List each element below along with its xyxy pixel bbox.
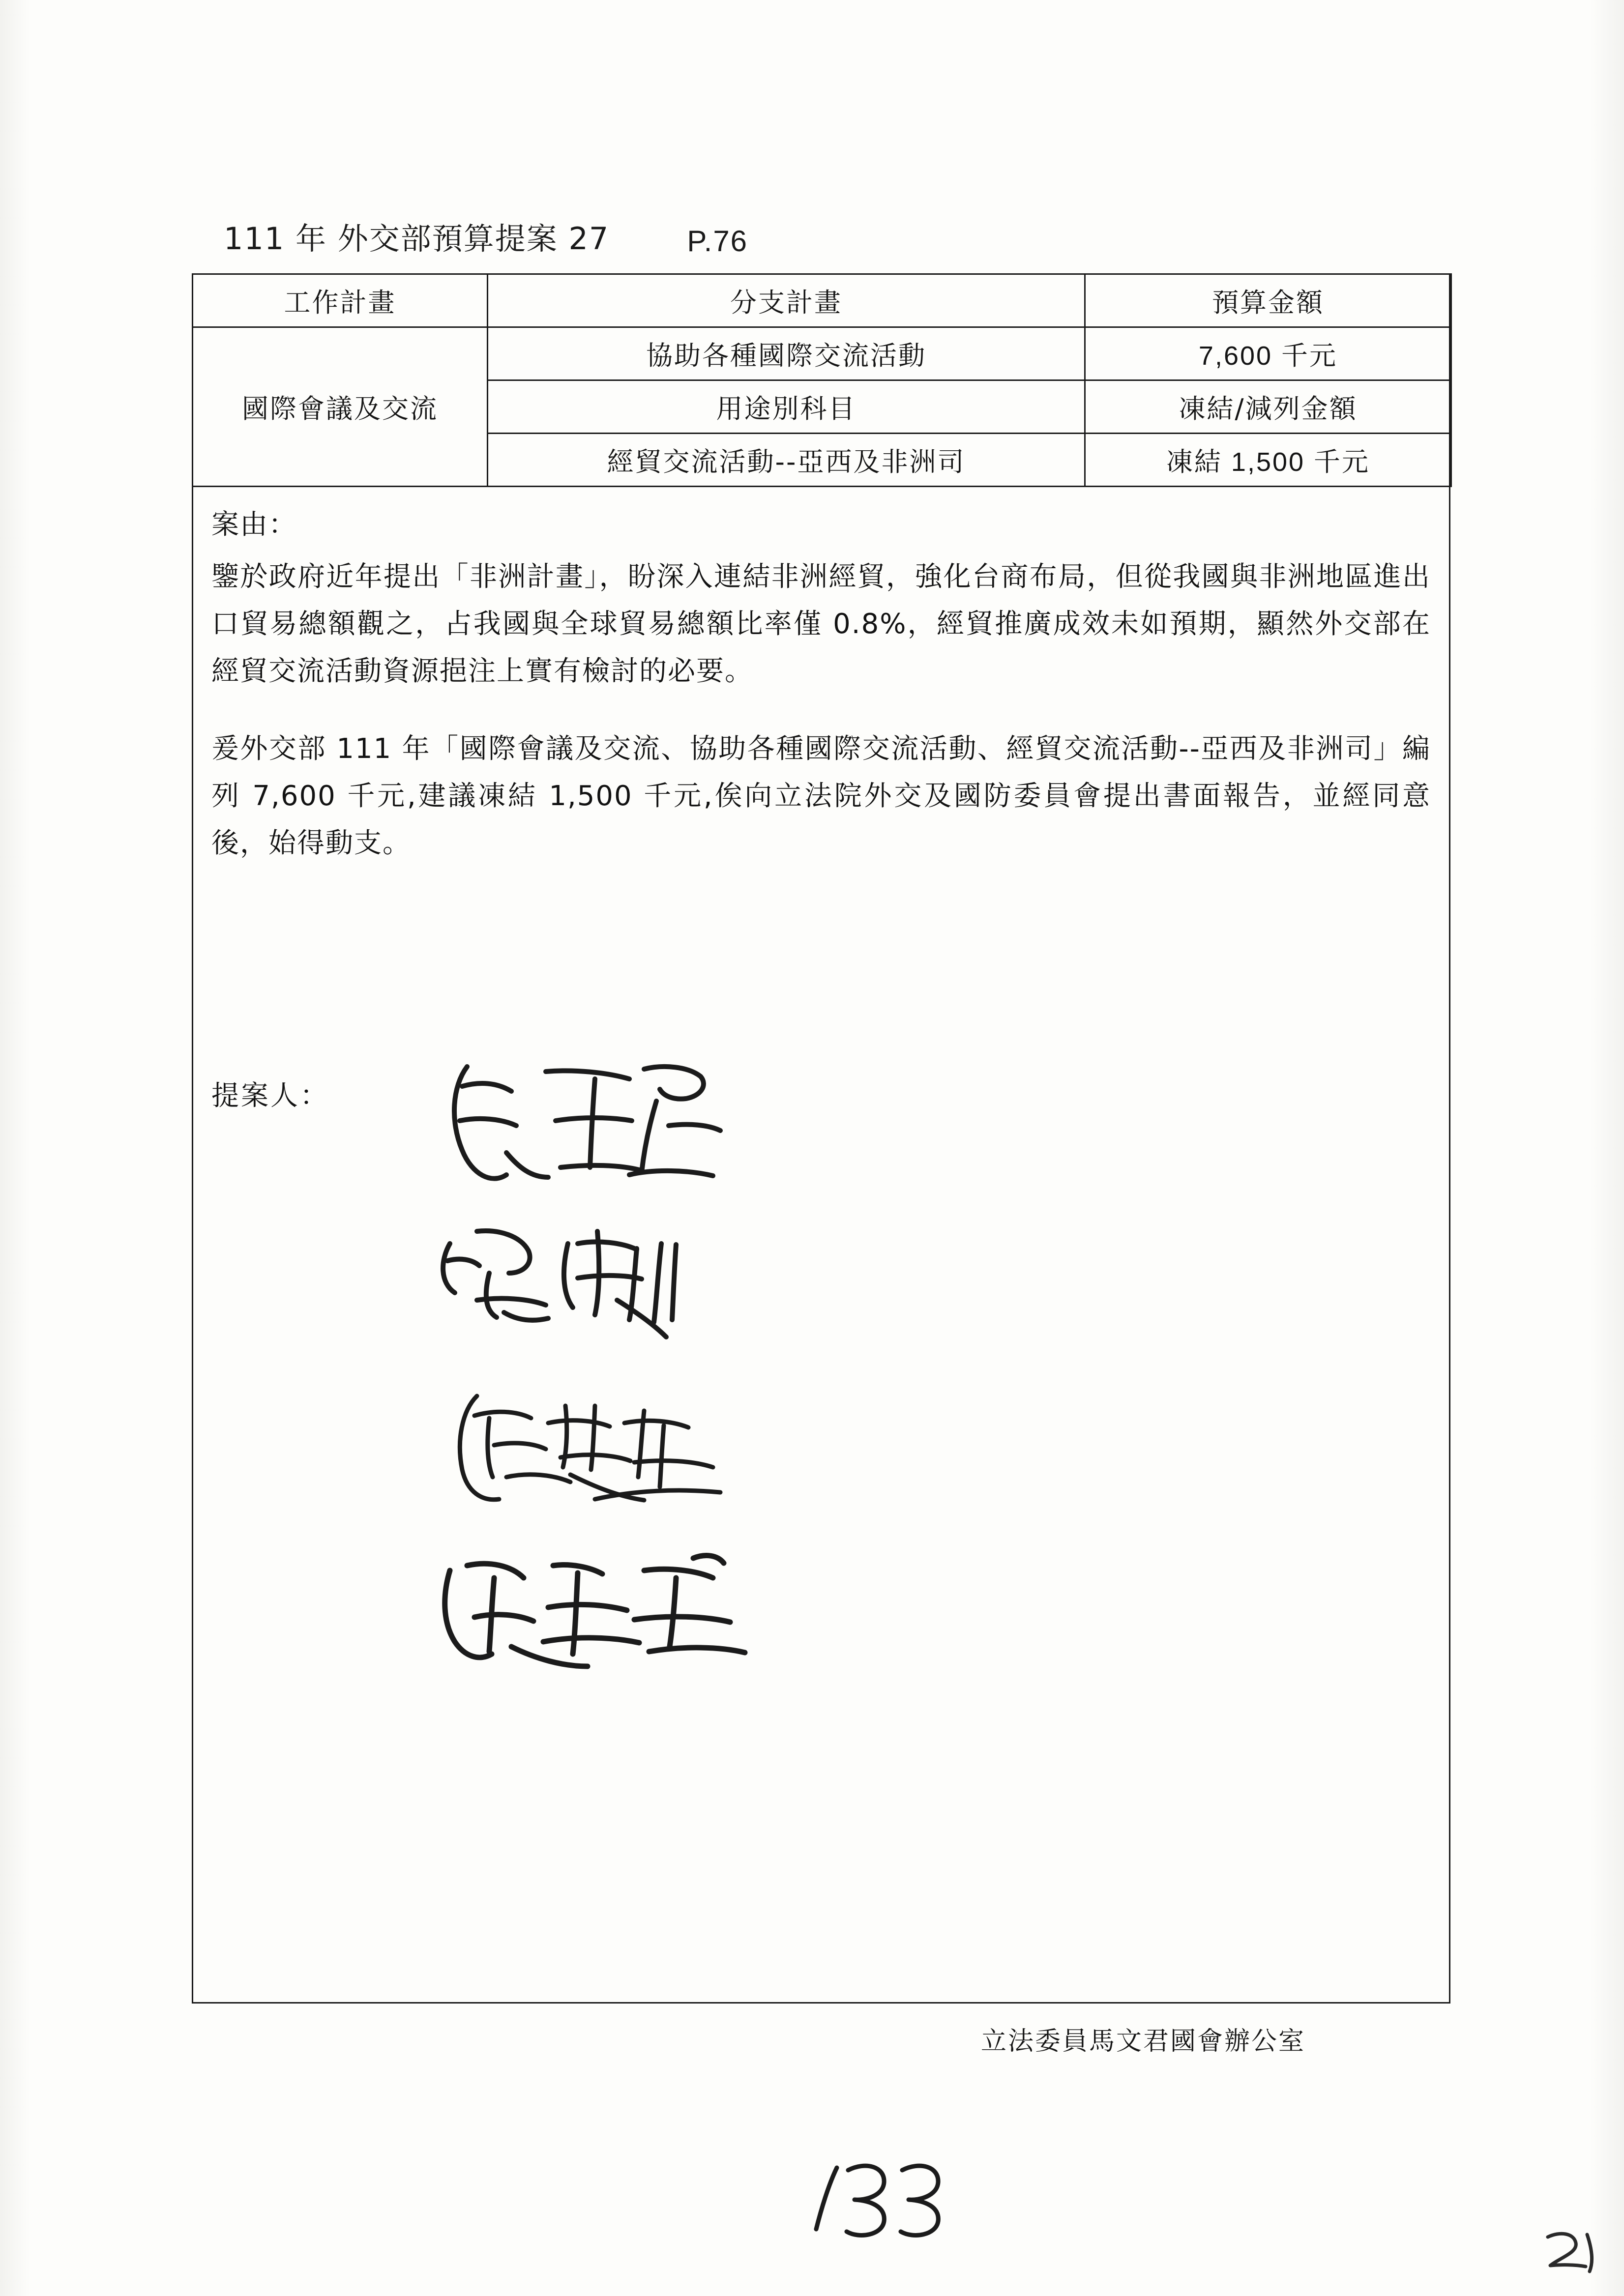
table-header-row [193, 274, 1451, 327]
case-label: 案由： [211, 509, 297, 541]
corner-mark [1540, 2222, 1604, 2276]
header-title: 111 年 外交部預算提案 27 [224, 221, 610, 257]
case-paragraph-2: 爰外交部 111 年「國際會議及交流、協助各種國際交流活動、經貿交流活動--亞西及非洲司」編列 7,600 千元,建議凍結 1,500 千元,俟向立法院外交及國防委員會提出書面報告，並經同意後，始得動支。 [211, 733, 1431, 859]
scan-edge-left [0, 0, 30, 2296]
proposer-label: 提案人： [211, 1080, 329, 1112]
header-budget-amount: 預算金額 [1085, 274, 1451, 327]
case-body [211, 501, 1431, 867]
table-row [193, 327, 1451, 380]
signature-4 [445, 1556, 745, 1666]
cell-branch-plan-3: 經貿交流活動--亞西及非洲司 [488, 434, 1085, 487]
budget-table [192, 273, 1452, 487]
signature-3 [460, 1396, 720, 1500]
signature-block [433, 1052, 1121, 1750]
header-branch-plan: 分支計畫 [488, 274, 1085, 327]
signature-2 [443, 1231, 676, 1337]
cell-amount-1: 7,600 千元 [1085, 327, 1451, 380]
cell-work-plan-value: 國際會議及交流 [193, 327, 488, 487]
handwritten-page-number [801, 2155, 959, 2244]
cell-amount-2: 凍結/減列金額 [1085, 380, 1451, 434]
case-paragraph-1: 鑒於政府近年提出「非洲計畫」，盼深入連結非洲經貿，強化台商布局，但從我國與非洲地區進出口貿易總額觀之，占我國與全球貿易總額比率僅 0.8%，經貿推廣成效未如預期，顯然外交部在經貿交流活動資源挹注上實有檢討的必要。 [211, 561, 1431, 687]
cell-branch-plan-1: 協助各種國際交流活動 [488, 327, 1085, 380]
header-work-plan: 工作計畫 [193, 274, 488, 327]
issuing-office: 立法委員馬文君國會辦公室 [981, 2027, 1306, 2056]
scan-edge-right [1590, 0, 1624, 2296]
cell-branch-plan-2: 用途別科目 [488, 380, 1085, 434]
signature-1 [454, 1067, 720, 1179]
cell-amount-3: 凍結 1,500 千元 [1085, 434, 1451, 487]
document-header [224, 214, 1256, 258]
header-page-ref: P.76 [687, 225, 748, 258]
